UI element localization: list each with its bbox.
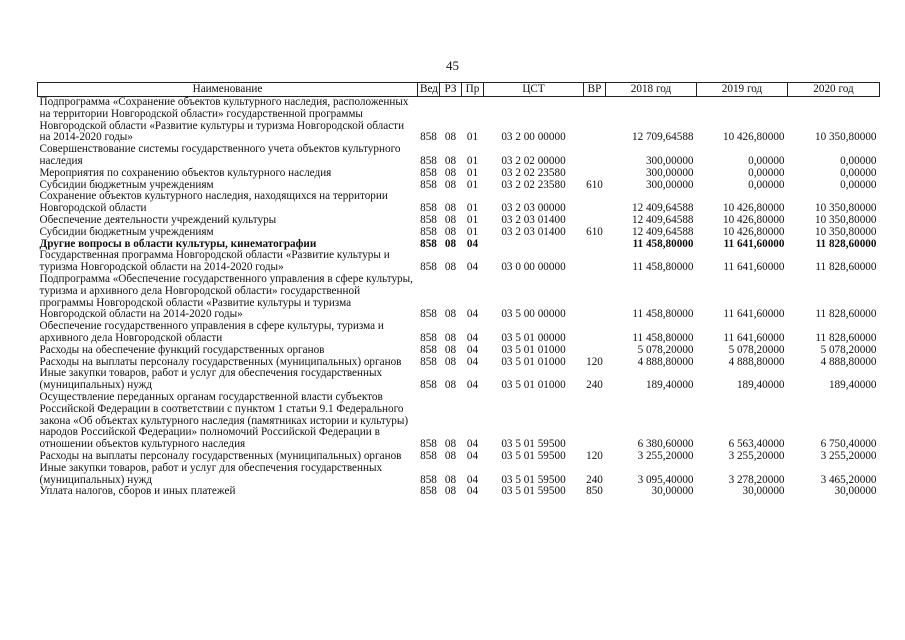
row-ved: 858 (420, 438, 437, 451)
table-row (38, 345, 880, 357)
row-name: Субсидии бюджетным учреждениям (39, 225, 214, 238)
row-cst: 03 5 01 01000 (501, 355, 566, 368)
row-2019: 10 426,80000 (722, 225, 785, 238)
row-rz: 08 (444, 355, 457, 368)
row-ved: 858 (420, 261, 437, 274)
row-name: Расходы на выплаты персоналу государственных (муниципальных) органов (39, 355, 402, 368)
row-pr: 04 (466, 379, 479, 392)
row-2018: 12 709,64588 (631, 131, 694, 144)
row-rz: 08 (444, 379, 457, 392)
table-header-row (38, 83, 880, 97)
row-vr: 240 (586, 379, 603, 392)
row-vr: 240 (586, 473, 603, 486)
row-rz: 08 (444, 343, 457, 356)
row-2018: 12 409,64588 (631, 202, 694, 215)
row-ved: 858 (420, 379, 437, 392)
row-2020: 11 828,60000 (815, 261, 877, 274)
row-2018: 3 255,20000 (637, 449, 694, 462)
row-2020: 189,40000 (828, 379, 877, 392)
row-pr: 04 (466, 438, 479, 451)
row-vr (584, 274, 606, 321)
row-rz: 08 (444, 331, 457, 344)
row-2019: 11 641,60000 (723, 308, 785, 321)
row-pr: 04 (466, 261, 479, 274)
table-row (38, 215, 880, 227)
table-row (38, 486, 880, 498)
header-2020: 2020 год (788, 83, 880, 97)
row-vr (584, 191, 606, 215)
row-2020: 4 888,80000 (820, 355, 877, 368)
row-cst: 03 2 02 23580 (501, 178, 566, 191)
row-rz: 08 (444, 438, 457, 451)
row-pr: 04 (466, 473, 479, 486)
row-rz: 08 (444, 308, 457, 321)
row-cst: 03 5 01 01000 (501, 343, 566, 356)
row-2019: 6 563,40000 (728, 438, 785, 451)
row-name: Обеспечение государственного управления в сфере культуры, туризма и архивного дела Новгородской области (39, 320, 384, 344)
header-vr: ВР (584, 83, 606, 97)
row-ved: 858 (420, 308, 437, 321)
row-name: Иные закупки товаров, работ и услуг для обеспечения государственных (муниципальных) нужд (39, 367, 383, 392)
row-pr: 04 (466, 343, 479, 356)
row-2019: 0,00000 (748, 166, 785, 179)
row-2019: 3 255,20000 (728, 449, 785, 462)
row-cst: 03 2 02 23580 (501, 166, 566, 179)
row-ved: 858 (420, 213, 437, 226)
row-2020: 11 828,60000 (815, 331, 877, 344)
row-rz: 08 (444, 131, 457, 144)
row-2018: 11 458,80000 (632, 308, 694, 321)
row-2020: 5 078,20000 (820, 343, 877, 356)
row-2018: 4 888,80000 (637, 355, 694, 368)
row-vr: 610 (586, 178, 603, 191)
row-name: Подпрограмма «Сохранение объектов культурного наследия, расположенных на территории Новгородской области» государственной программы Новгородской области «Развитие культуры и туризма Новгородской области на 2014-2020 годы» (39, 96, 409, 144)
row-2020: 3 465,20000 (820, 473, 877, 486)
row-vr (584, 321, 606, 345)
row-vr (584, 392, 606, 451)
row-2020: 3 255,20000 (820, 449, 877, 462)
row-ved: 858 (420, 473, 437, 486)
row-2018: 6 380,60000 (637, 438, 694, 451)
row-name: Обеспечение деятельности учреждений культуры (39, 213, 277, 226)
row-pr: 01 (466, 154, 479, 167)
row-name: Субсидии бюджетным учреждениям (39, 178, 214, 191)
row-name: Расходы на выплаты персоналу государственных (муниципальных) органов (39, 449, 402, 462)
row-2019: 0,00000 (748, 154, 785, 167)
row-2019: 3 278,20000 (728, 473, 785, 486)
row-2019: 11 641,60000 (723, 331, 785, 344)
row-2020: 6 750,40000 (820, 438, 877, 451)
row-2018: 11 458,80000 (632, 261, 694, 274)
row-cst: 03 2 03 01400 (501, 225, 566, 238)
row-name: Сохранение объектов культурного наследия, находящихся на территории Новгородской области (39, 190, 388, 215)
row-2019: 10 426,80000 (722, 213, 785, 226)
row-pr: 01 (466, 166, 479, 179)
row-2019: 10 426,80000 (722, 131, 785, 144)
row-2019: 30,00000 (742, 485, 785, 498)
row-ved: 858 (420, 225, 437, 238)
row-2020: 11 828,60000 (815, 308, 877, 321)
row-ved: 858 (420, 355, 437, 368)
row-vr: 610 (586, 225, 603, 238)
row-vr (584, 345, 606, 357)
table-row (38, 321, 880, 345)
row-name: Мероприятия по сохранению объектов культурного наследия (39, 166, 332, 179)
row-cst: 03 5 01 59500 (501, 449, 566, 462)
row-rz: 08 (444, 237, 457, 250)
row-cst: 03 5 01 59500 (501, 473, 566, 486)
row-pr: 04 (466, 355, 479, 368)
row-pr: 01 (466, 131, 479, 144)
row-vr (584, 215, 606, 227)
table-row (38, 392, 880, 451)
row-rz: 08 (444, 202, 457, 215)
row-cst: 03 5 00 00000 (501, 308, 566, 321)
row-cst: 03 2 02 00000 (501, 154, 566, 167)
row-name: Уплата налогов, сборов и иных платежей (39, 485, 236, 498)
row-name: Подпрограмма «Обеспечение государственного управления в сфере культуры, туризма и архивного дела Новгородской области» государственной программы Новгородской области «Развитие культуры и туризма Новгородской области на 2014-2020 годы» (39, 272, 413, 321)
table-row (38, 250, 880, 274)
row-rz: 08 (444, 213, 457, 226)
table-row (38, 227, 880, 239)
row-vr: 120 (586, 355, 603, 368)
row-vr (584, 168, 606, 180)
header-rz: РЗ (440, 83, 462, 97)
row-vr: 120 (586, 449, 603, 462)
row-2020: 0,00000 (840, 154, 877, 167)
row-cst: 03 2 00 00000 (501, 131, 566, 144)
row-pr: 04 (466, 449, 479, 462)
row-2018: 189,40000 (645, 379, 694, 392)
row-ved: 858 (420, 449, 437, 462)
row-pr: 01 (466, 178, 479, 191)
row-rz: 08 (444, 473, 457, 486)
row-2018: 11 458,80000 (632, 331, 694, 344)
row-cst (484, 239, 584, 251)
row-rz: 08 (444, 449, 457, 462)
row-ved: 858 (420, 237, 437, 250)
row-cst: 03 2 03 01400 (501, 213, 566, 226)
row-2018: 3 095,40000 (637, 473, 694, 486)
row-2019: 189,40000 (736, 379, 785, 392)
row-2020: 30,00000 (834, 485, 877, 498)
row-2018: 5 078,20000 (637, 343, 694, 356)
row-vr (584, 250, 606, 274)
row-rz: 08 (444, 166, 457, 179)
page-number: 45 (446, 58, 459, 73)
header-pr: Пр (462, 83, 484, 97)
row-pr: 01 (466, 202, 479, 215)
row-2020: 11 828,60000 (815, 237, 877, 250)
table-row (38, 451, 880, 463)
row-pr: 04 (466, 485, 479, 498)
row-cst: 03 5 01 01000 (501, 379, 566, 392)
row-name: Государственная программа Новгородской области «Развитие культуры и туризма Новгородской области на 2014-2020 годы» (39, 249, 390, 274)
table-row (38, 463, 880, 487)
header-ved: Вед (418, 83, 440, 97)
row-2019: 11 641,60000 (723, 237, 785, 250)
row-rz: 08 (444, 485, 457, 498)
table-row (38, 144, 880, 168)
row-2019: 4 888,80000 (728, 355, 785, 368)
header-2018: 2018 год (606, 83, 697, 97)
header-cst: ЦСТ (484, 83, 584, 97)
row-vr (584, 97, 606, 145)
table-row (38, 274, 880, 321)
row-ved: 858 (420, 154, 437, 167)
row-ved: 858 (420, 178, 437, 191)
row-2018: 11 458,80000 (632, 237, 694, 250)
row-ved: 858 (420, 343, 437, 356)
table-row (38, 191, 880, 215)
row-2020: 10 350,80000 (814, 225, 877, 238)
table-body (38, 97, 880, 499)
row-vr (584, 239, 606, 251)
table-row (38, 368, 880, 392)
row-name: Другие вопросы в области культуры, кинематографии (39, 237, 317, 250)
row-2018: 300,00000 (645, 154, 694, 167)
row-2018: 30,00000 (651, 485, 694, 498)
row-ved: 858 (420, 166, 437, 179)
row-pr: 01 (466, 225, 479, 238)
row-name: Иные закупки товаров, работ и услуг для обеспечения государственных (муниципальных) нужд (39, 461, 383, 486)
budget-table (37, 82, 880, 498)
row-pr: 01 (466, 213, 479, 226)
row-vr (584, 144, 606, 168)
row-2020: 0,00000 (840, 178, 877, 191)
row-rz: 08 (444, 178, 457, 191)
row-2018: 300,00000 (645, 178, 694, 191)
row-pr: 04 (466, 308, 479, 321)
row-2019: 5 078,20000 (728, 343, 785, 356)
row-2020: 10 350,80000 (814, 202, 877, 215)
row-cst: 03 0 00 00000 (501, 261, 566, 274)
row-name: Осуществление переданных органам государственной власти субъектов Российской Федерации в соответствии с пунктом 1 статьи 9.1 Федерального закона «Об объектах культурного наследия (памятниках истории и культуры) народов Российской Федерации» полномочий Российской Федерации в отношении объектов культурного наследия (39, 390, 409, 451)
row-cst: 03 5 01 59500 (501, 438, 566, 451)
table-row (38, 97, 880, 145)
row-2018: 300,00000 (645, 166, 694, 179)
row-2020: 0,00000 (840, 166, 877, 179)
row-2018: 12 409,64588 (631, 225, 694, 238)
row-pr: 04 (466, 331, 479, 344)
row-cst: 03 5 01 00000 (501, 331, 566, 344)
row-2020: 10 350,80000 (814, 213, 877, 226)
row-name: Расходы на обеспечение функций государственных органов (39, 343, 325, 356)
row-2018: 12 409,64588 (631, 213, 694, 226)
row-ved: 858 (420, 131, 437, 144)
row-2020: 10 350,80000 (814, 131, 877, 144)
table-row (38, 168, 880, 180)
row-cst: 03 2 03 00000 (501, 202, 566, 215)
row-ved: 858 (420, 331, 437, 344)
header-name: Наименование (38, 83, 418, 97)
row-2019: 10 426,80000 (722, 202, 785, 215)
header-2019: 2019 год (697, 83, 788, 97)
row-ved: 858 (420, 202, 437, 215)
row-vr: 850 (586, 485, 603, 498)
row-rz: 08 (444, 154, 457, 167)
row-name: Совершенствование системы государственного учета объектов культурного наследия (39, 143, 401, 167)
row-ved: 858 (420, 485, 437, 498)
row-rz: 08 (444, 225, 457, 238)
row-pr: 04 (466, 237, 479, 250)
row-cst: 03 5 01 59500 (501, 485, 566, 498)
row-rz: 08 (444, 261, 457, 274)
row-2019: 0,00000 (748, 178, 785, 191)
row-2019: 11 641,60000 (723, 261, 785, 274)
